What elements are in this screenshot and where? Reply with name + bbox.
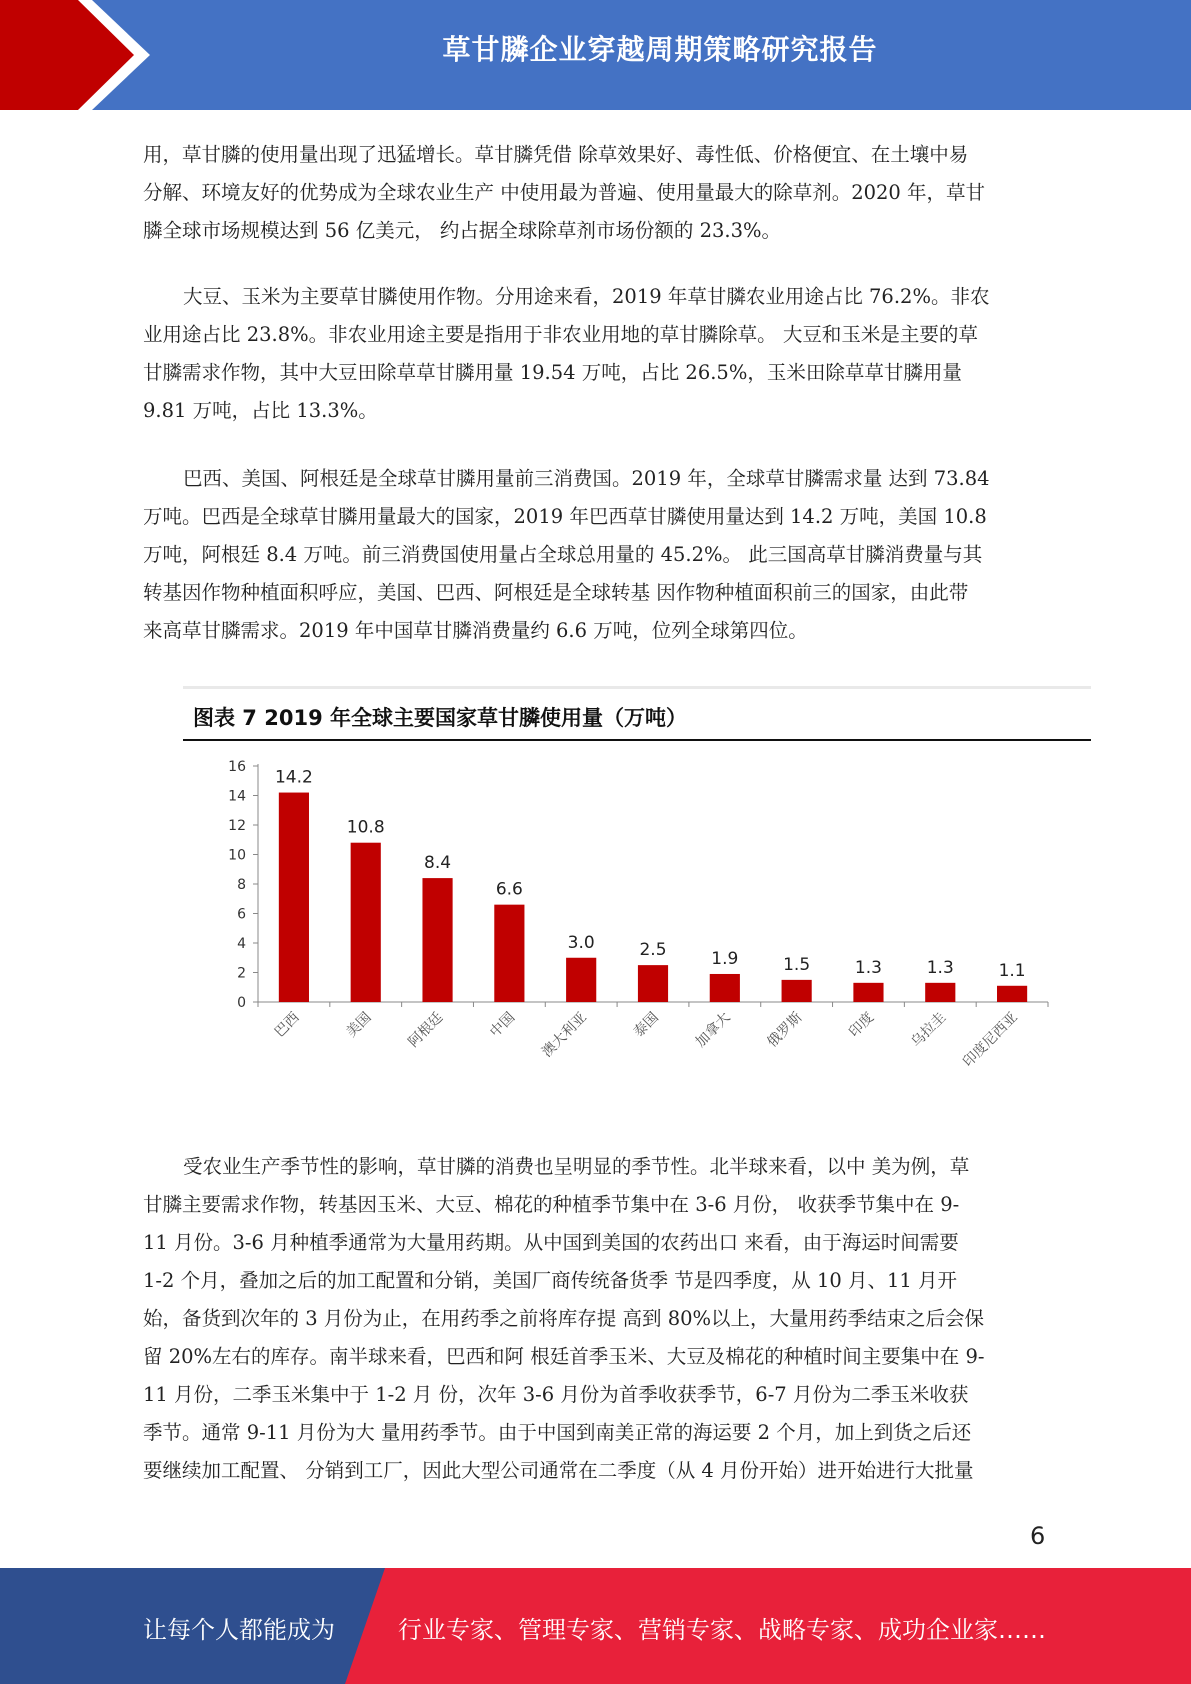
bar-value-label: 1.1 xyxy=(998,960,1026,981)
chart-bar xyxy=(853,983,883,1002)
paragraph-line: 11 月份。3-6 月种植季通常为大量用药期。从中国到美国的农药出口 来看，由于海运时间需要 xyxy=(143,1231,959,1254)
paragraph-line: 万吨，阿根廷 8.4 万吨。前三消费国使用量占全球总用量的 45.2%。 此三国高草甘膦消费量与其 xyxy=(143,543,983,566)
y-tick-label: 16 xyxy=(228,759,246,775)
bar-value-label: 10.8 xyxy=(346,817,385,838)
x-category-label: 澳大利亚 xyxy=(539,1009,591,1061)
paragraph-line: 分解、环境友好的优势成为全球农业生产 中使用最为普遍、使用量最大的除草剂。2020 年，草甘 xyxy=(143,181,986,204)
bar-value-label: 2.5 xyxy=(639,940,667,961)
x-category-label: 俄罗斯 xyxy=(764,1009,806,1051)
page-footer xyxy=(0,1568,1191,1684)
paragraph-line: 巴西、美国、阿根廷是全球草甘膦用量前三消费国。2019 年，全球草甘膦需求量 达到 73.84 xyxy=(183,467,990,490)
x-category-label: 阿根廷 xyxy=(405,1009,447,1051)
paragraph-line: 甘膦需求作物，其中大豆田除草草甘膦用量 19.54 万吨，占比 26.5%，玉米田除草草甘膦用量 xyxy=(143,361,962,384)
page-number: 6 xyxy=(1030,1522,1046,1550)
paragraph-line: 甘膦主要需求作物，转基因玉米、大豆、棉花的种植季节集中在 3-6 月份， 收获季节集中在 9- xyxy=(143,1193,960,1216)
y-tick-label: 10 xyxy=(228,847,246,864)
paragraph-line: 9.81 万吨，占比 13.3%。 xyxy=(143,399,378,422)
chart-bar xyxy=(279,793,309,1002)
x-category-label: 泰国 xyxy=(630,1009,662,1041)
bar-value-label: 6.6 xyxy=(495,879,523,900)
paragraph-line: 季节。通常 9-11 月份为大 量用药季节。由于中国到南美正常的海运要 2 个月，加上到货之后还 xyxy=(143,1421,972,1444)
paragraph-line: 业用途占比 23.8%。非农业用途主要是指用于非农业用地的草甘膦除草。 大豆和玉米是主要的草 xyxy=(143,323,978,346)
paragraph-line: 留 20%左右的库存。南半球来看，巴西和阿 根廷首季玉米、大豆及棉花的种植时间主要集中在 9- xyxy=(143,1345,985,1368)
bar-value-label: 3.0 xyxy=(567,932,595,953)
bar-value-label: 8.4 xyxy=(424,853,452,874)
x-category-label: 印度尼西亚 xyxy=(960,1009,1021,1071)
footer-slogan-left: 让每个人都能成为 xyxy=(143,1616,335,1644)
bar-value-label: 1.5 xyxy=(783,954,811,975)
x-category-label: 乌拉圭 xyxy=(908,1009,950,1051)
paragraph-4 xyxy=(143,1148,1048,1490)
chart-bar xyxy=(638,965,668,1002)
paragraph-line: 受农业生产季节性的影响，草甘膦的消费也呈明显的季节性。北半球来看，以中 美为例，草 xyxy=(183,1155,970,1178)
paragraph-line: 1-2 个月，叠加之后的加工配置和分销，美国厂商传统备货季 节是四季度，从 10 月、11 月开 xyxy=(143,1269,958,1292)
bar-value-label: 14.2 xyxy=(274,767,313,788)
paragraph-3 xyxy=(143,460,1048,650)
paragraph-line: 来高草甘膦需求。2019 年中国草甘膦消费量约 6.6 万吨，位列全球第四位。 xyxy=(143,619,808,642)
paragraph-line: 转基因作物种植面积呼应，美国、巴西、阿根廷是全球转基 因作物种植面积前三的国家，由此带 xyxy=(143,581,969,604)
footer-slogan-right: 行业专家、管理专家、营销专家、战略专家、成功企业家…… xyxy=(398,1616,1046,1644)
paragraph-2 xyxy=(143,278,1048,430)
chart-bar xyxy=(422,878,452,1002)
chart-bar xyxy=(782,980,812,1002)
chart-title: 图表 7 2019 年全球主要国家草甘膦使用量（万吨） xyxy=(193,706,687,730)
x-category-label: 印度 xyxy=(846,1009,878,1041)
y-tick-label: 8 xyxy=(237,877,246,893)
chart-bar xyxy=(351,843,381,1002)
y-tick-label: 4 xyxy=(237,936,246,952)
x-category-label: 巴西 xyxy=(271,1009,303,1041)
paragraph-line: 万吨。巴西是全球草甘膦用量最大的国家，2019 年巴西草甘膦使用量达到 14.2 万吨，美国 10.8 xyxy=(143,505,987,528)
paragraph-line: 膦全球市场规模达到 56 亿美元， 约占据全球除草剂市场份额的 23.3%。 xyxy=(143,219,782,242)
paragraph-line: 用，草甘膦的使用量出现了迅猛增长。草甘膦凭借 除草效果好、毒性低、价格便宜、在土壤中易 xyxy=(143,143,969,166)
y-tick-label: 6 xyxy=(237,906,246,923)
y-tick-label: 2 xyxy=(237,965,246,982)
header-title: 草甘膦企业穿越周期策略研究报告 xyxy=(442,33,878,66)
bar-value-label: 1.3 xyxy=(926,957,954,978)
x-category-label: 中国 xyxy=(487,1009,519,1041)
chart-bar xyxy=(566,958,596,1002)
y-tick-label: 12 xyxy=(228,818,246,834)
bar-value-label: 1.3 xyxy=(854,957,882,978)
paragraph-line: 要继续加工配置、 分销到工厂，因此大型公司通常在二季度（从 4 月份开始）进开始进行大批量 xyxy=(143,1459,974,1482)
y-tick-label: 14 xyxy=(228,788,246,805)
chart-figure xyxy=(183,686,1091,1106)
paragraph-line: 大豆、玉米为主要草甘膦使用作物。分用途来看，2019 年草甘膦农业用途占比 76.2%。非农 xyxy=(183,285,990,308)
page-header xyxy=(0,0,1191,110)
chart-bar xyxy=(494,905,524,1002)
paragraph-line: 始，备货到次年的 3 月份为止，在用药季之前将库存提 高到 80%以上，大量用药季结束之后会保 xyxy=(143,1307,985,1330)
chart-bar xyxy=(710,974,740,1002)
bar-chart xyxy=(183,686,1091,1106)
x-category-label: 加拿大 xyxy=(692,1009,734,1051)
chart-bar xyxy=(997,986,1027,1002)
paragraph-1 xyxy=(143,136,1048,250)
y-tick-label: 0 xyxy=(237,995,246,1011)
paragraph-line: 11 月份，二季玉米集中于 1-2 月 份，次年 3-6 月份为首季收获季节，6-7 月份为二季玉米收获 xyxy=(143,1383,969,1406)
bar-value-label: 1.9 xyxy=(711,948,739,969)
x-category-label: 美国 xyxy=(343,1009,375,1041)
chart-bar xyxy=(925,983,955,1002)
